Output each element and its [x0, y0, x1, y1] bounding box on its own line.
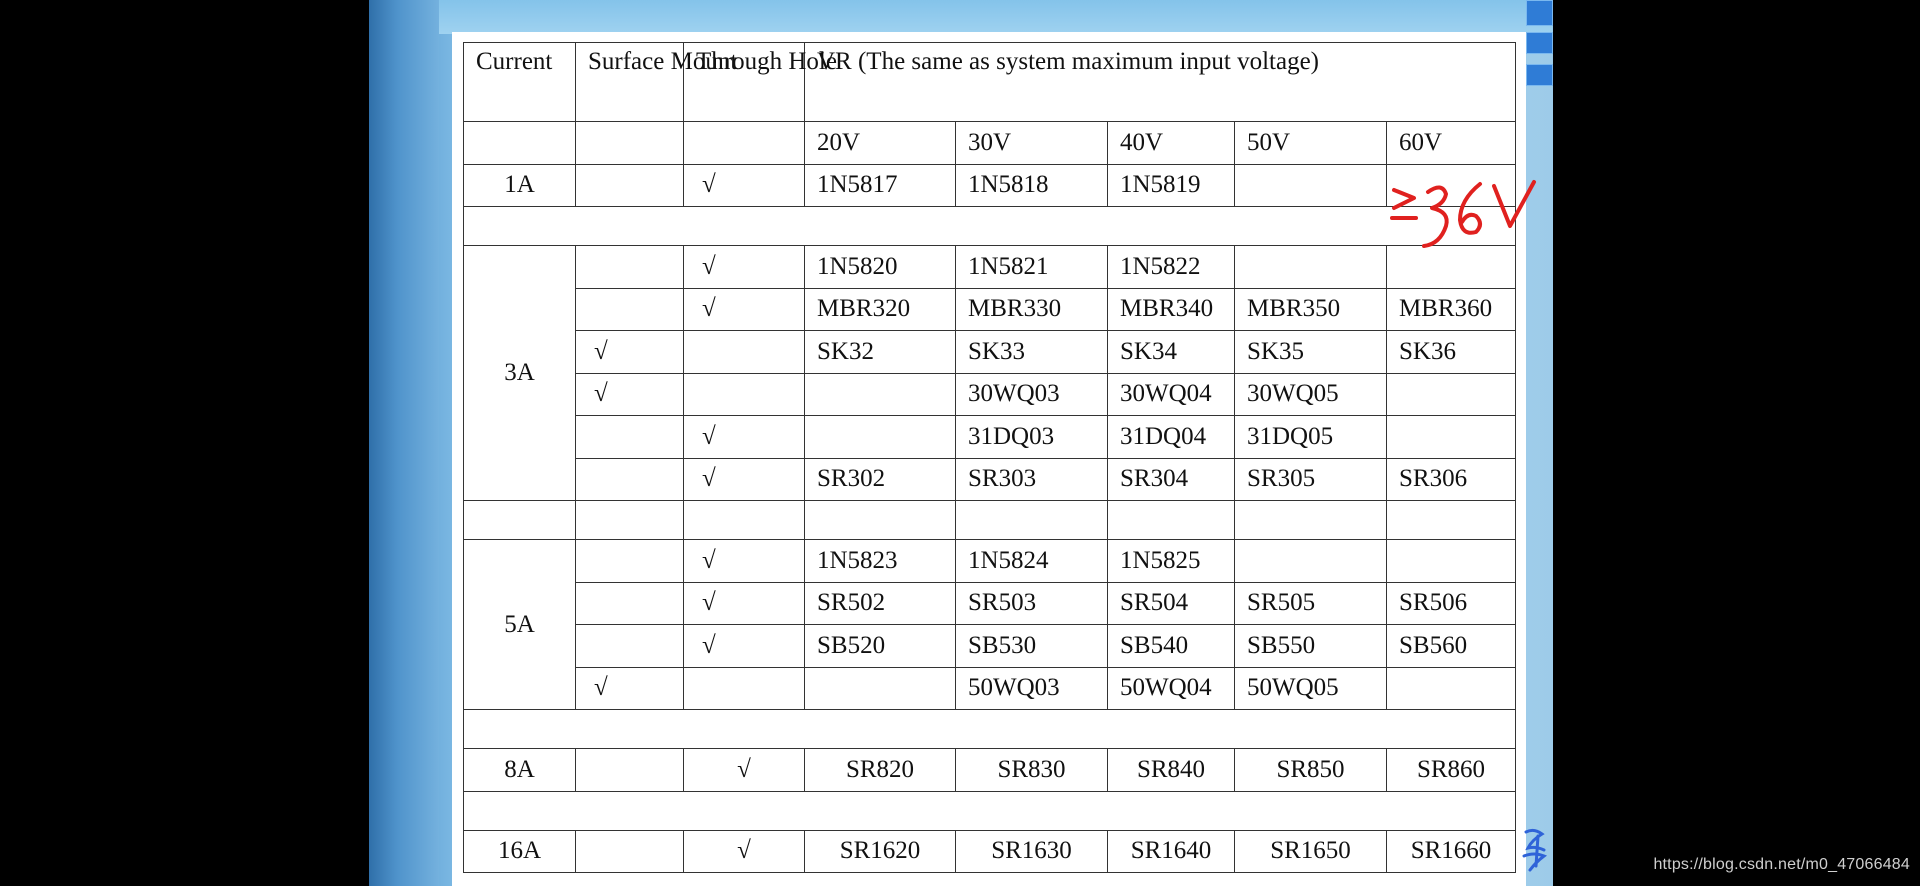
part-number-cell: 1N5819 — [1108, 164, 1235, 207]
part-number-cell: MBR320 — [805, 288, 956, 331]
part-number-cell: 30WQ03 — [956, 373, 1108, 416]
through-hole-check: √ — [684, 416, 805, 459]
part-number-cell: SR850 — [1235, 749, 1387, 792]
header-vr: VR (The same as system maximum input voltage) — [805, 43, 1516, 122]
current-cell: 1A — [464, 164, 576, 207]
through-hole-check: √ — [684, 164, 805, 207]
part-number-cell: SK36 — [1387, 331, 1516, 374]
empty-cell — [805, 667, 956, 710]
empty-cell — [1235, 164, 1387, 207]
header-through-hole: Through Hole — [684, 43, 805, 122]
part-number-cell: MBR360 — [1387, 288, 1516, 331]
part-number-cell: 50WQ03 — [956, 667, 1108, 710]
empty-cell — [576, 246, 684, 289]
current-cell: 16A — [464, 830, 576, 873]
part-number-cell: SR302 — [805, 458, 956, 501]
empty-cell — [1387, 501, 1516, 540]
empty-cell — [576, 625, 684, 668]
part-number-cell: SR840 — [1108, 749, 1235, 792]
part-number-cell: 30WQ04 — [1108, 373, 1235, 416]
part-number-cell: 31DQ04 — [1108, 416, 1235, 459]
part-number-cell: 31DQ05 — [1235, 416, 1387, 459]
part-number-cell: SB520 — [805, 625, 956, 668]
spacer-row — [464, 501, 1516, 540]
through-hole-check: √ — [684, 582, 805, 625]
surface-mount-check: √ — [576, 373, 684, 416]
part-number-cell: SR305 — [1235, 458, 1387, 501]
empty-cell — [1387, 667, 1516, 710]
empty-cell — [576, 122, 684, 165]
part-number-cell: MBR330 — [956, 288, 1108, 331]
empty-cell — [684, 501, 805, 540]
empty-cell — [576, 749, 684, 792]
through-hole-check: √ — [684, 625, 805, 668]
empty-cell — [576, 582, 684, 625]
side-tab-2[interactable] — [1526, 32, 1553, 54]
part-number-cell: SK33 — [956, 331, 1108, 374]
part-number-cell: SR303 — [956, 458, 1108, 501]
part-number-cell: SB560 — [1387, 625, 1516, 668]
voltage-row — [464, 122, 1516, 165]
voltage-header-30v: 30V — [956, 122, 1108, 165]
part-number-cell: MBR340 — [1108, 288, 1235, 331]
part-number-cell: SR306 — [1387, 458, 1516, 501]
empty-cell — [1387, 373, 1516, 416]
part-number-cell: MBR350 — [1235, 288, 1387, 331]
part-number-cell: SR502 — [805, 582, 956, 625]
part-number-cell: 1N5818 — [956, 164, 1108, 207]
watermark-url: https://blog.csdn.net/m0_47066484 — [1653, 856, 1910, 873]
empty-cell — [956, 501, 1108, 540]
through-hole-check: √ — [684, 830, 805, 873]
part-number-cell: SB540 — [1108, 625, 1235, 668]
table-row — [464, 416, 1516, 459]
part-number-cell: SK34 — [1108, 331, 1235, 374]
part-number-cell: SR1650 — [1235, 830, 1387, 873]
through-hole-check: √ — [684, 749, 805, 792]
slide-top-strip — [439, 0, 1553, 34]
table-row — [464, 331, 1516, 374]
part-number-cell: SR505 — [1235, 582, 1387, 625]
part-number-cell: 50WQ04 — [1108, 667, 1235, 710]
slide-left-stripe — [369, 0, 439, 886]
table-row — [464, 164, 1516, 207]
empty-cell — [576, 164, 684, 207]
header-current: Current — [464, 43, 576, 122]
part-number-cell: 30WQ05 — [1235, 373, 1387, 416]
part-number-cell: 1N5823 — [805, 540, 956, 583]
part-number-cell: SR506 — [1387, 582, 1516, 625]
part-number-cell: SR1660 — [1387, 830, 1516, 873]
part-number-cell: SR1630 — [956, 830, 1108, 873]
through-hole-check: √ — [684, 540, 805, 583]
part-number-cell: SR1620 — [805, 830, 956, 873]
current-cell: 5A — [464, 540, 576, 710]
part-number-cell: SR504 — [1108, 582, 1235, 625]
voltage-header-50v: 50V — [1235, 122, 1387, 165]
voltage-header-20v: 20V — [805, 122, 956, 165]
current-cell: 3A — [464, 246, 576, 501]
empty-cell — [805, 373, 956, 416]
part-number-cell: SR830 — [956, 749, 1108, 792]
voltage-header-40v: 40V — [1108, 122, 1235, 165]
empty-cell — [576, 288, 684, 331]
part-number-cell: SR820 — [805, 749, 956, 792]
surface-mount-check: √ — [576, 667, 684, 710]
part-number-cell: 1N5825 — [1108, 540, 1235, 583]
table-row — [464, 667, 1516, 710]
table-row — [464, 288, 1516, 331]
part-number-cell: 1N5817 — [805, 164, 956, 207]
slide-side-tabs — [1526, 0, 1553, 90]
table-row — [464, 540, 1516, 583]
table-row — [464, 373, 1516, 416]
empty-cell — [805, 501, 956, 540]
part-number-cell: SK32 — [805, 331, 956, 374]
schottky-diode-table — [463, 42, 1516, 873]
empty-cell — [576, 540, 684, 583]
current-cell: 8A — [464, 749, 576, 792]
empty-cell — [464, 122, 576, 165]
part-number-cell: SK35 — [1235, 331, 1387, 374]
empty-cell — [576, 458, 684, 501]
part-number-cell: SR1640 — [1108, 830, 1235, 873]
diode-table-container — [463, 42, 1515, 873]
empty-cell — [684, 122, 805, 165]
through-hole-check: √ — [684, 246, 805, 289]
part-number-cell: SR503 — [956, 582, 1108, 625]
pen-scribble-icon — [1520, 826, 1550, 874]
through-hole-check: √ — [684, 288, 805, 331]
empty-cell — [1235, 501, 1387, 540]
spacer-row — [464, 710, 1516, 749]
empty-cell — [1235, 540, 1387, 583]
side-tab-1[interactable] — [1526, 0, 1553, 26]
handwritten-note — [1384, 178, 1544, 250]
side-tab-3[interactable] — [1526, 64, 1553, 86]
part-number-cell: SB550 — [1235, 625, 1387, 668]
empty-cell — [684, 331, 805, 374]
part-number-cell: SR304 — [1108, 458, 1235, 501]
empty-cell — [576, 416, 684, 459]
voltage-header-60v: 60V — [1387, 122, 1516, 165]
empty-cell — [1387, 540, 1516, 583]
part-number-cell: SR860 — [1387, 749, 1516, 792]
part-number-cell: 1N5824 — [956, 540, 1108, 583]
empty-cell — [576, 501, 684, 540]
table-row — [464, 458, 1516, 501]
empty-cell — [1387, 416, 1516, 459]
empty-cell — [805, 416, 956, 459]
part-number-cell: 31DQ03 — [956, 416, 1108, 459]
empty-cell — [576, 830, 684, 873]
spacer-cell — [464, 207, 1516, 246]
spacer-row — [464, 791, 1516, 830]
table-row — [464, 830, 1516, 873]
header-row — [464, 43, 1516, 122]
spacer-cell — [464, 791, 1516, 830]
table-row — [464, 246, 1516, 289]
part-number-cell: 1N5820 — [805, 246, 956, 289]
empty-cell — [1108, 501, 1235, 540]
part-number-cell: 1N5821 — [956, 246, 1108, 289]
empty-cell — [464, 501, 576, 540]
empty-cell — [684, 373, 805, 416]
part-number-cell: 50WQ05 — [1235, 667, 1387, 710]
part-number-cell: SB530 — [956, 625, 1108, 668]
header-surface-mount: Surface Mount — [576, 43, 684, 122]
part-number-cell: 1N5822 — [1108, 246, 1235, 289]
surface-mount-check: √ — [576, 331, 684, 374]
empty-cell — [1235, 246, 1387, 289]
table-row — [464, 749, 1516, 792]
empty-cell — [684, 667, 805, 710]
table-row — [464, 582, 1516, 625]
through-hole-check: √ — [684, 458, 805, 501]
spacer-row — [464, 207, 1516, 246]
empty-cell — [1387, 246, 1516, 289]
spacer-cell — [464, 710, 1516, 749]
table-row — [464, 625, 1516, 668]
